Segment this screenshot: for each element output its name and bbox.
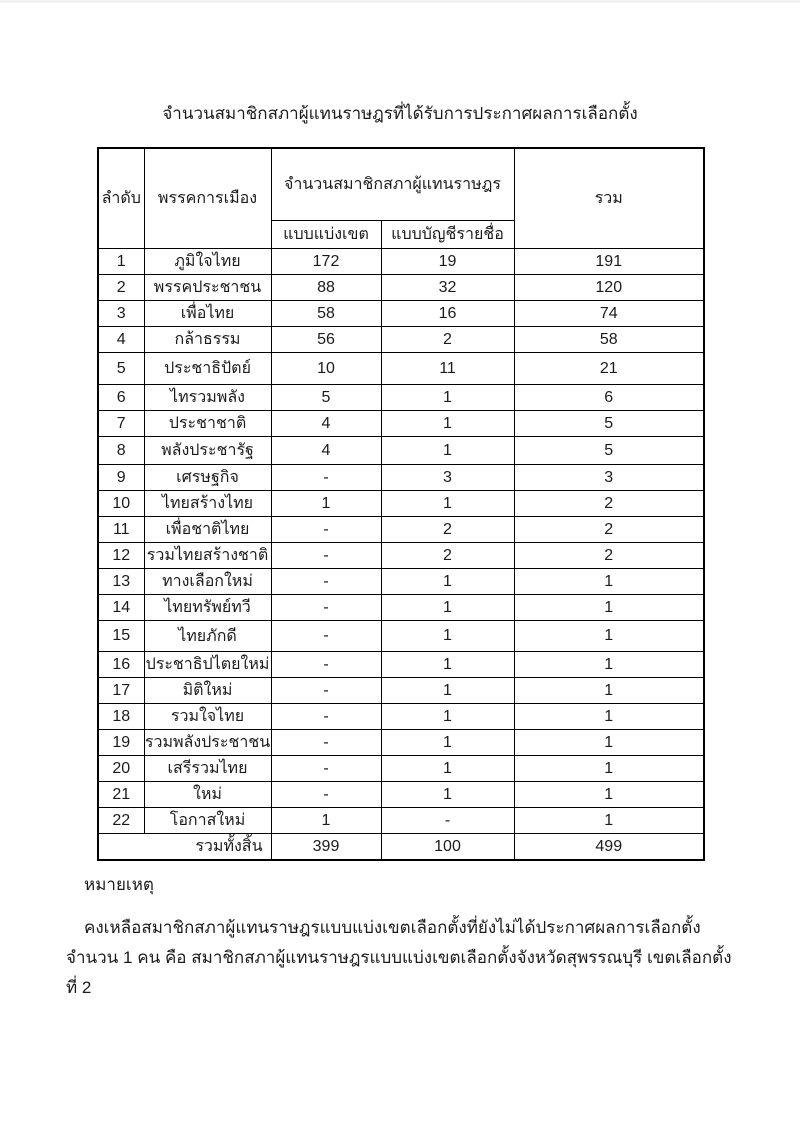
constituency-count-cell: -	[271, 621, 381, 652]
total-count-cell: 5	[514, 411, 704, 437]
party-list-count-cell: 2	[381, 327, 514, 353]
constituency-count-cell: -	[271, 730, 381, 756]
table-row	[98, 730, 704, 756]
table-row	[98, 353, 704, 385]
party-list-count-cell: 32	[381, 275, 514, 301]
party-name-cell: มิติใหม่	[144, 678, 271, 704]
party-name-cell: ไทยภักดี	[144, 621, 271, 652]
table-row	[98, 465, 704, 491]
total-count-cell: 2	[514, 543, 704, 569]
total-count-cell: 58	[514, 327, 704, 353]
rank-cell: 8	[98, 437, 144, 465]
note-paragraph	[66, 913, 734, 1003]
party-name-cell: ประชาธิปไตยใหม่	[144, 652, 271, 678]
header-total: รวม	[514, 148, 704, 249]
party-list-count-cell: 1	[381, 704, 514, 730]
table-row	[98, 543, 704, 569]
rank-cell: 17	[98, 678, 144, 704]
header-party: พรรคการเมือง	[144, 148, 271, 249]
rank-cell: 20	[98, 756, 144, 782]
rank-cell: 14	[98, 595, 144, 621]
party-name-cell: ใหม่	[144, 782, 271, 808]
party-name-cell: เพื่อไทย	[144, 301, 271, 327]
constituency-count-cell: -	[271, 756, 381, 782]
party-list-count-cell: 1	[381, 411, 514, 437]
party-list-count-cell: 1	[381, 678, 514, 704]
header-constituency: แบบแบ่งเขต	[271, 221, 381, 249]
total-count-cell: 3	[514, 465, 704, 491]
table-row	[98, 385, 704, 411]
note-line-2: คือ สมาชิกสภาผู้แทนราษฎรแบบแบ่งเขตเลือกตั้งจังหวัดสุพรรณบุรี เขตเลือกตั้งที่ 2	[66, 948, 732, 997]
table-row	[98, 411, 704, 437]
constituency-count-cell: -	[271, 465, 381, 491]
constituency-count-cell: -	[271, 569, 381, 595]
party-name-cell: พลังประชารัฐ	[144, 437, 271, 465]
table-row	[98, 301, 704, 327]
total-count-cell: 1	[514, 621, 704, 652]
constituency-count-cell: 10	[271, 353, 381, 385]
total-count-cell: 2	[514, 517, 704, 543]
constituency-count-cell: 172	[271, 249, 381, 275]
party-name-cell: กล้าธรรม	[144, 327, 271, 353]
constituency-count-cell: 56	[271, 327, 381, 353]
table-row	[98, 756, 704, 782]
rank-cell: 19	[98, 730, 144, 756]
total-count-cell: 1	[514, 678, 704, 704]
party-list-count-cell: 2	[381, 517, 514, 543]
party-list-count-cell: 11	[381, 353, 514, 385]
header-rank: ลำดับ	[98, 148, 144, 249]
rank-cell: 12	[98, 543, 144, 569]
constituency-count-cell: -	[271, 595, 381, 621]
rank-cell: 1	[98, 249, 144, 275]
rank-cell: 7	[98, 411, 144, 437]
party-list-count-cell: 1	[381, 782, 514, 808]
rank-cell: 13	[98, 569, 144, 595]
total-count-cell: 6	[514, 385, 704, 411]
election-results-table	[97, 147, 705, 861]
constituency-count-cell: 58	[271, 301, 381, 327]
party-name-cell: ประชาธิปัตย์	[144, 353, 271, 385]
party-name-cell: ไทรวมพลัง	[144, 385, 271, 411]
constituency-count-cell: -	[271, 704, 381, 730]
header-party-list: แบบบัญชีรายชื่อ	[381, 221, 514, 249]
total-count-cell: 191	[514, 249, 704, 275]
total-count-cell: 5	[514, 437, 704, 465]
table-row	[98, 569, 704, 595]
party-list-count-cell: 19	[381, 249, 514, 275]
party-list-count-cell: 1	[381, 756, 514, 782]
table-row	[98, 808, 704, 834]
party-name-cell: รวมใจไทย	[144, 704, 271, 730]
party-name-cell: โอกาสใหม่	[144, 808, 271, 834]
constituency-count-cell: -	[271, 782, 381, 808]
rank-cell: 21	[98, 782, 144, 808]
grand-total-row	[98, 834, 704, 861]
total-count-cell: 74	[514, 301, 704, 327]
note-line-1: คงเหลือสมาชิกสภาผู้แทนราษฎรแบบแบ่งเขตเลือกตั้งที่ยังไม่ได้ประกาศผลการเลือกตั้ง จำนวน 1 คน	[66, 918, 701, 967]
party-list-count-cell: -	[381, 808, 514, 834]
party-name-cell: รวมไทยสร้างชาติ	[144, 543, 271, 569]
party-list-count-cell: 1	[381, 491, 514, 517]
table-row	[98, 678, 704, 704]
grand-total-sum: 499	[514, 834, 704, 861]
table-row	[98, 327, 704, 353]
rank-cell: 16	[98, 652, 144, 678]
party-list-count-cell: 1	[381, 730, 514, 756]
constituency-count-cell: 4	[271, 411, 381, 437]
rank-cell: 2	[98, 275, 144, 301]
table-row	[98, 517, 704, 543]
constituency-count-cell: -	[271, 517, 381, 543]
party-name-cell: เศรษฐกิจ	[144, 465, 271, 491]
total-count-cell: 1	[514, 756, 704, 782]
table-row	[98, 249, 704, 275]
table-row	[98, 491, 704, 517]
party-list-count-cell: 16	[381, 301, 514, 327]
table-row	[98, 275, 704, 301]
total-count-cell: 1	[514, 569, 704, 595]
rank-cell: 18	[98, 704, 144, 730]
table-row	[98, 621, 704, 652]
table-row	[98, 437, 704, 465]
total-count-cell: 1	[514, 782, 704, 808]
party-list-count-cell: 1	[381, 569, 514, 595]
rank-cell: 6	[98, 385, 144, 411]
table-row	[98, 652, 704, 678]
rank-cell: 5	[98, 353, 144, 385]
total-count-cell: 120	[514, 275, 704, 301]
table-header	[98, 148, 704, 249]
rank-cell: 9	[98, 465, 144, 491]
constituency-count-cell: 5	[271, 385, 381, 411]
party-name-cell: ประชาชาติ	[144, 411, 271, 437]
total-count-cell: 1	[514, 595, 704, 621]
constituency-count-cell: -	[271, 652, 381, 678]
note-heading: หมายเหตุ	[84, 875, 154, 894]
constituency-count-cell: 4	[271, 437, 381, 465]
constituency-count-cell: -	[271, 678, 381, 704]
rank-cell: 4	[98, 327, 144, 353]
rank-cell: 10	[98, 491, 144, 517]
rank-cell: 15	[98, 621, 144, 652]
party-name-cell: ทางเลือกใหม่	[144, 569, 271, 595]
party-list-count-cell: 1	[381, 385, 514, 411]
constituency-count-cell: 1	[271, 808, 381, 834]
party-list-count-cell: 1	[381, 437, 514, 465]
table-footer	[98, 834, 704, 861]
rank-cell: 22	[98, 808, 144, 834]
party-list-count-cell: 3	[381, 465, 514, 491]
rank-cell: 3	[98, 301, 144, 327]
total-count-cell: 21	[514, 353, 704, 385]
party-list-count-cell: 1	[381, 595, 514, 621]
header-mp-count-group: จำนวนสมาชิกสภาผู้แทนราษฎร	[271, 148, 514, 221]
table-row	[98, 704, 704, 730]
party-name-cell: เพื่อชาติไทย	[144, 517, 271, 543]
total-count-cell: 1	[514, 704, 704, 730]
grand-total-constituency: 399	[271, 834, 381, 861]
party-list-count-cell: 1	[381, 652, 514, 678]
grand-total-party-list: 100	[381, 834, 514, 861]
party-name-cell: รวมพลังประชาชน	[144, 730, 271, 756]
total-count-cell: 1	[514, 652, 704, 678]
total-count-cell: 2	[514, 491, 704, 517]
party-name-cell: เสรีรวมไทย	[144, 756, 271, 782]
page-top-edge	[0, 0, 800, 3]
party-name-cell: ภูมิใจไทย	[144, 249, 271, 275]
total-count-cell: 1	[514, 730, 704, 756]
constituency-count-cell: 88	[271, 275, 381, 301]
table-row	[98, 595, 704, 621]
table-body	[98, 249, 704, 834]
total-count-cell: 1	[514, 808, 704, 834]
grand-total-label: รวมทั้งสิ้น	[98, 834, 271, 861]
rank-cell: 11	[98, 517, 144, 543]
party-name-cell: ไทยสร้างไทย	[144, 491, 271, 517]
constituency-count-cell: 1	[271, 491, 381, 517]
party-list-count-cell: 2	[381, 543, 514, 569]
party-name-cell: ไทยทรัพย์ทวี	[144, 595, 271, 621]
constituency-count-cell: -	[271, 543, 381, 569]
party-name-cell: พรรคประชาชน	[144, 275, 271, 301]
page-title: จำนวนสมาชิกสภาผู้แทนราษฎรที่ได้รับการประกาศผลการเลือกตั้ง	[162, 104, 638, 123]
party-list-count-cell: 1	[381, 621, 514, 652]
table-row	[98, 782, 704, 808]
